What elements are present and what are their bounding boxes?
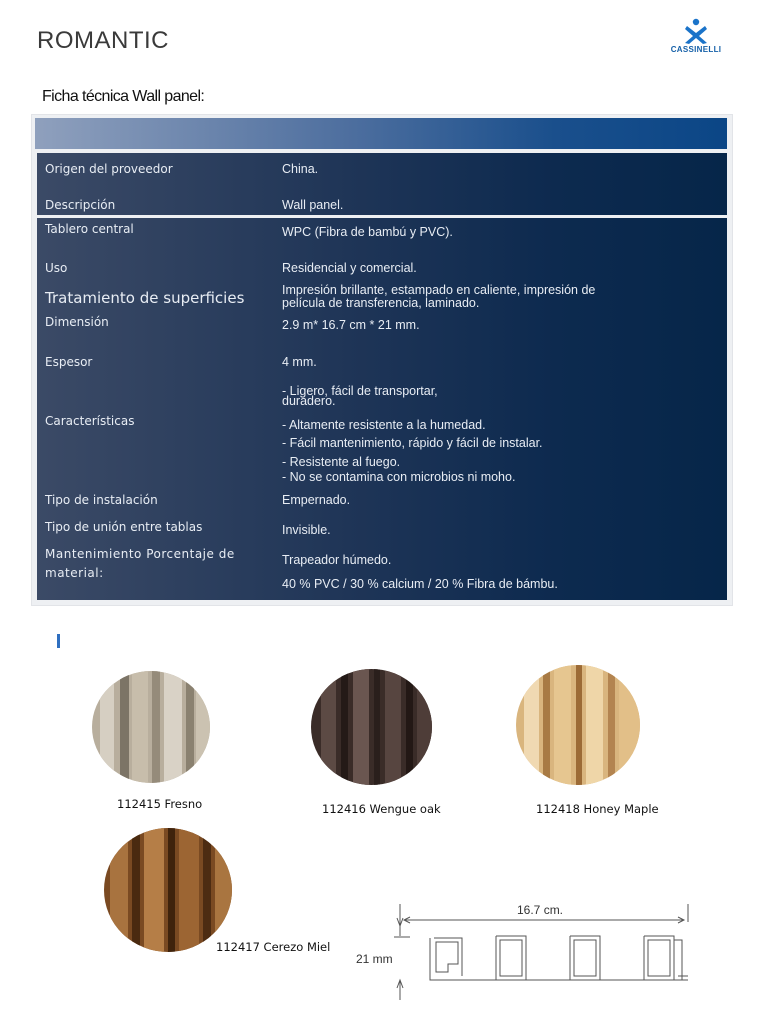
brand-title: ROMANTIC (37, 27, 169, 54)
spec-value: 2.9 m* 16.7 cm * 21 mm. (282, 318, 420, 332)
spec-label: Características (45, 414, 135, 428)
spec-table-header (35, 118, 727, 149)
spec-value: Empernado. (282, 493, 351, 507)
spec-value: Wall panel. (282, 198, 344, 212)
spec-value: Impresión brillante, estampado en caliente, impresión de película de transferencia, laminado. (282, 283, 596, 310)
spec-table (31, 114, 733, 606)
profile-height-label: 21 mm (356, 952, 393, 966)
profile-width-label: 16.7 cm. (517, 903, 564, 917)
swatch-caption: 112416 Wengue oak (322, 802, 441, 816)
spec-label: Dimensión (45, 315, 109, 329)
swatch-caption: 112418 Honey Maple (536, 802, 659, 816)
cassinelli-mark-icon (683, 18, 709, 44)
feature-item: - Fácil mantenimiento, rápido y fácil de instalar. (282, 436, 543, 450)
spec-label: Tipo de instalación (45, 493, 158, 507)
spec-label: Tablero central (45, 222, 134, 236)
swatch-honey-maple (516, 665, 640, 785)
spec-label: Origen del proveedor (45, 162, 173, 176)
spec-label: Tratamiento de superficies (45, 289, 245, 307)
swatch-fresno (92, 671, 210, 783)
swatch-caption: 112417 Cerezo Miel (216, 940, 331, 954)
wood-texture-fresno (92, 671, 210, 783)
spec-value: China. (282, 162, 319, 176)
swatch-cerezo-miel (104, 828, 232, 952)
spec-label: Uso (45, 261, 68, 275)
spec-label: Espesor (45, 355, 93, 369)
feature-item: - No se contamina con microbios ni moho. (282, 470, 516, 484)
wood-texture-cerezo-miel (104, 828, 232, 952)
feature-item: - Altamente resistente a la humedad. (282, 418, 486, 432)
spec-value: Residencial y comercial. (282, 261, 417, 275)
wood-texture-honey-maple (516, 665, 640, 785)
spec-value: Invisible. (282, 523, 331, 537)
section-marker (57, 634, 60, 648)
spec-value: Trapeador húmedo. (282, 553, 392, 567)
cassinelli-logo (668, 18, 724, 58)
panel-profile-diagram (352, 900, 698, 1004)
spec-value: WPC (Fibra de bambú y PVC). (282, 225, 453, 239)
feature-item: - Ligero, fácil de transportar, duradero. (282, 384, 438, 408)
logo-text: CASSINELLI (670, 45, 722, 54)
spec-value: 4 mm. (282, 355, 317, 369)
spec-label: Descripción (45, 198, 116, 212)
spec-block (37, 218, 727, 600)
sheet-title: Ficha técnica Wall panel: (42, 88, 205, 105)
spec-block (37, 153, 727, 215)
spec-label: Mantenimiento Porcentaje de material: (45, 547, 235, 580)
swatch-wengue-oak (311, 669, 432, 785)
swatch-caption: 112415 Fresno (117, 797, 203, 811)
wood-texture-wengue (311, 669, 432, 785)
feature-item: - Resistente al fuego. (282, 455, 401, 469)
spec-label: Tipo de unión entre tablas (45, 520, 203, 534)
material-composition: 40 % PVC / 30 % calcium / 20 % Fibra de bámbu. (282, 577, 558, 591)
